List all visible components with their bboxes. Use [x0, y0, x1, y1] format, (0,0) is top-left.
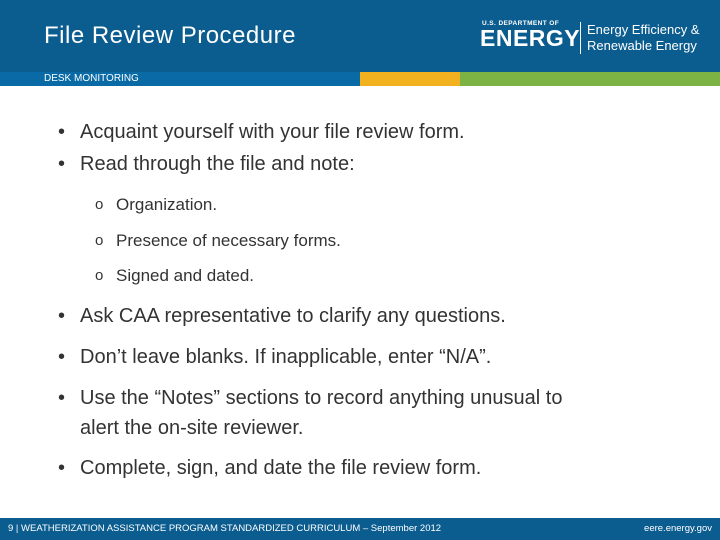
logo-agency: ENERGY [480, 25, 581, 51]
bullet-text: Don’t leave blanks. If inapplicable, enter “N/A”. [80, 346, 492, 368]
bullet-marker: • [58, 387, 66, 409]
sub-bullet-marker: o [95, 267, 104, 284]
logo-office-line1: Energy Efficiency & [587, 22, 700, 37]
bullet-marker: • [58, 153, 66, 175]
bullet-text: Ask CAA representative to clarify any questions. [80, 305, 506, 327]
bullet-text: Use the “Notes” sections to record anything unusual to [80, 387, 563, 409]
footer-website: eere.energy.gov [644, 523, 712, 534]
bullet-text: Acquaint yourself with your file review form. [80, 121, 465, 143]
sub-bullet-text: Signed and dated. [116, 266, 255, 285]
footer-slide-info: 9 | WEATHERIZATION ASSISTANCE PROGRAM STANDARDIZED CURRICULUM – September 2012 [8, 523, 442, 534]
bullet-marker: • [58, 346, 66, 368]
sub-bullet-text: Presence of necessary forms. [116, 231, 341, 250]
bullet-continuation-text: alert the on-site reviewer. [80, 417, 304, 439]
bullet-marker: • [58, 305, 66, 327]
bullet-text: Read through the file and note: [80, 153, 355, 175]
section-label: DESK MONITORING [44, 73, 139, 84]
bullet-marker: • [58, 457, 66, 479]
sub-bullet-marker: o [95, 232, 104, 249]
bullet-text: Complete, sign, and date the file review form. [80, 457, 482, 479]
logo-department: U.S. DEPARTMENT OF [482, 20, 560, 27]
sub-bullet-marker: o [95, 196, 104, 213]
page-title: File Review Procedure [44, 22, 296, 49]
logo-office-line2: Renewable Energy [587, 38, 697, 53]
sub-bullet-text: Organization. [116, 195, 218, 214]
bullet-marker: • [58, 121, 66, 143]
footer-bar [0, 518, 720, 540]
